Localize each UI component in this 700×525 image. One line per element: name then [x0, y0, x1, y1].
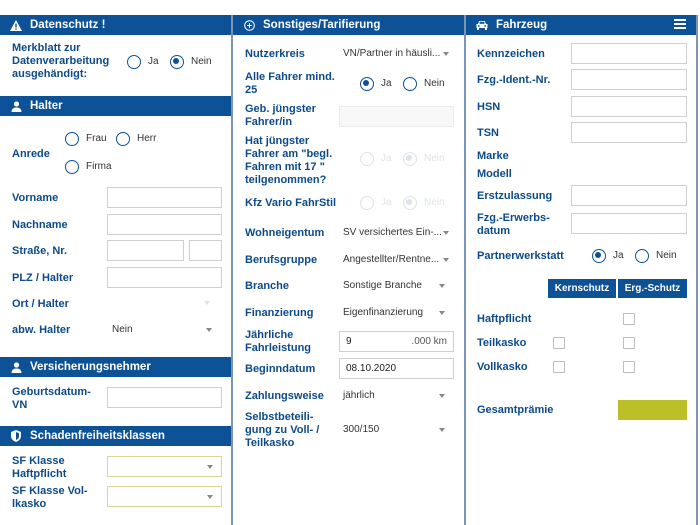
hausnummer-input[interactable]	[189, 240, 222, 261]
hamburger-menu-icon[interactable]	[674, 18, 686, 33]
hsn-label: HSN	[477, 101, 501, 113]
anrede-firma-radio[interactable]	[65, 160, 79, 174]
beginndatum-input[interactable]: 08.10.2020	[339, 358, 454, 379]
partnerwerkstatt-nein-label: Nein	[656, 250, 677, 261]
halter-title: Halter	[30, 100, 63, 112]
hsn-input[interactable]	[571, 96, 687, 117]
anrede-herr-radio[interactable]	[116, 132, 130, 146]
sf-vollkasko-label: SF Klasse Vol- lkasko	[12, 485, 88, 510]
fahrleistung-value: 9	[346, 336, 352, 347]
ort-select[interactable]	[107, 293, 222, 313]
vorname-input[interactable]	[107, 187, 222, 208]
alle-fahrer-label: Alle Fahrer mind. 25	[245, 71, 335, 96]
zahlungsweise-value: jährlich	[343, 390, 375, 401]
chevron-down-icon	[206, 328, 212, 332]
finanzierung-value: Eigenfinanzierung	[343, 307, 424, 318]
tsn-label: TSN	[477, 127, 499, 139]
abw-halter-select[interactable]	[107, 319, 222, 339]
anrede-firma-label: Firma	[86, 161, 112, 172]
vollkasko-erg-checkbox[interactable]	[623, 361, 635, 373]
fahrleistung-label: Jährliche Fahrleistung	[245, 329, 312, 354]
vario-label: Kfz Vario FahrStil	[245, 197, 337, 209]
partnerwerkstatt-ja-radio[interactable]	[592, 249, 606, 263]
begl-fahren-nein-radio[interactable]	[403, 152, 417, 166]
person-icon	[10, 100, 22, 112]
erstzulassung-input[interactable]	[571, 185, 687, 206]
vollkasko-kern-checkbox[interactable]	[553, 361, 565, 373]
vario-ja-radio[interactable]	[360, 196, 374, 210]
nachname-label: Nachname	[12, 219, 68, 231]
geburtsdatum-input[interactable]	[107, 387, 222, 408]
begl-fahren-nein-label: Nein	[424, 153, 445, 164]
wohneigentum-select[interactable]	[340, 222, 455, 242]
right-column	[466, 15, 698, 525]
merkblatt-ja-radio[interactable]	[127, 55, 141, 69]
erwerbsdatum-label: Fzg.-Erwerbs- datum	[477, 212, 550, 237]
selbstbeteiligung-select[interactable]	[340, 419, 455, 439]
branche-value: Sonstige Branche	[343, 280, 422, 291]
begl-fahren-ja-radio[interactable]	[360, 152, 374, 166]
fahrleistung-unit: .000 km	[411, 336, 447, 347]
geb-juengster-label: Geb. jüngster Fahrer/in	[245, 103, 316, 128]
nutzerkreis-select[interactable]	[340, 43, 455, 63]
teilkasko-label: Teilkasko	[477, 337, 527, 349]
halter-header	[0, 96, 231, 116]
geburtsdatum-label: Geburtsdatum- VN	[12, 386, 91, 411]
fin-label: Fzg.-Ident.-Nr.	[477, 74, 551, 86]
sonstiges-header	[233, 15, 464, 35]
haftpflicht-erg-checkbox[interactable]	[623, 313, 635, 325]
sf-vollkasko-select[interactable]	[107, 486, 222, 507]
strasse-input[interactable]	[107, 240, 184, 261]
vario-ja-label: Ja	[381, 197, 392, 208]
versicherungsnehmer-header	[0, 357, 231, 377]
chevron-down-icon	[204, 301, 210, 305]
nutzerkreis-label: Nutzerkreis	[245, 48, 305, 60]
zahlungsweise-select[interactable]	[340, 385, 455, 405]
vollkasko-label: Vollkasko	[477, 361, 528, 373]
vario-nein-radio[interactable]	[403, 196, 417, 210]
fahrleistung-input[interactable]	[339, 331, 454, 352]
anrede-herr-label: Herr	[137, 133, 157, 144]
beginndatum-label: Beginndatum	[245, 363, 316, 375]
abw-halter-label: abw. Halter	[12, 324, 71, 336]
person-icon	[10, 361, 22, 373]
begl-fahren-ja-label: Ja	[381, 153, 392, 164]
tsn-input[interactable]	[571, 122, 687, 143]
marke-label: Marke	[477, 150, 509, 162]
wohneigentum-label: Wohneigentum	[245, 227, 325, 239]
partnerwerkstatt-label: Partnerwerkstatt	[477, 250, 564, 262]
branche-select[interactable]	[340, 275, 455, 295]
fin-input[interactable]	[571, 69, 687, 90]
alle-fahrer-ja-radio[interactable]	[360, 77, 374, 91]
chevron-down-icon	[439, 284, 445, 288]
fahrzeug-header	[466, 15, 696, 35]
left-column	[0, 15, 233, 525]
fahrzeug-title: Fahrzeug	[496, 19, 548, 31]
middle-column	[233, 15, 466, 525]
nachname-input[interactable]	[107, 214, 222, 235]
finanzierung-select[interactable]	[340, 302, 455, 322]
merkblatt-nein-radio[interactable]	[170, 55, 184, 69]
plz-input[interactable]	[107, 267, 222, 288]
teilkasko-kern-checkbox[interactable]	[553, 337, 565, 349]
chevron-down-icon	[439, 394, 445, 398]
chevron-down-icon	[207, 495, 213, 499]
kennzeichen-label: Kennzeichen	[477, 48, 545, 60]
kennzeichen-input[interactable]	[571, 43, 687, 64]
merkblatt-ja-label: Ja	[148, 56, 159, 67]
begl-fahren-label: Hat jüngster Fahrer am "begl. Fahren mit 17 " teilgenommen?	[245, 135, 333, 186]
gesamtpraemie-value	[618, 400, 687, 420]
chevron-down-icon	[207, 465, 213, 469]
versicherungsnehmer-title: Versicherungsnehmer	[30, 361, 151, 373]
datenschutz-header	[0, 15, 231, 35]
partnerwerkstatt-ja-label: Ja	[613, 250, 624, 261]
sonstiges-title: Sonstiges/Tarifierung	[263, 19, 381, 31]
anrede-frau-label: Frau	[86, 133, 107, 144]
merkblatt-nein-label: Nein	[191, 56, 212, 67]
berufsgruppe-value: Angestellter/Rentne...	[343, 254, 440, 265]
datenschutz-title: Datenschutz !	[30, 19, 106, 31]
teilkasko-erg-checkbox[interactable]	[623, 337, 635, 349]
abw-halter-value: Nein	[112, 324, 133, 335]
kernschutz-tab[interactable]: Kernschutz	[548, 279, 616, 298]
chevron-down-icon	[439, 311, 445, 315]
sf-haftpflicht-select[interactable]	[107, 456, 222, 477]
vario-nein-label: Nein	[424, 197, 445, 208]
erstzulassung-label: Erstzulassung	[477, 190, 553, 202]
ort-label: Ort / Halter	[12, 298, 69, 310]
shield-icon	[10, 430, 22, 442]
chevron-down-icon	[439, 428, 445, 432]
alle-fahrer-nein-radio[interactable]	[403, 77, 417, 91]
sf-header	[0, 426, 231, 446]
zahlungsweise-label: Zahlungsweise	[245, 390, 324, 402]
haftpflicht-label: Haftpflicht	[477, 313, 532, 325]
car-icon	[476, 19, 488, 31]
anrede-frau-radio[interactable]	[65, 132, 79, 146]
erwerbsdatum-input[interactable]	[571, 213, 687, 234]
geb-juengster-input[interactable]	[339, 106, 454, 127]
berufsgruppe-select[interactable]	[340, 249, 455, 269]
merkblatt-label: Merkblatt zur Datenverarbeitung ausgehändigt:	[12, 42, 110, 80]
sf-haftpflicht-label: SF Klasse Haftpflicht	[12, 455, 67, 480]
gesamtpraemie-label: Gesamtprämie	[477, 404, 554, 416]
erg-schutz-tab[interactable]: Erg.-Schutz	[618, 279, 687, 298]
selbstbeteiligung-value: 300/150	[343, 424, 380, 435]
branche-label: Branche	[245, 280, 290, 292]
plz-label: PLZ / Halter	[12, 272, 74, 284]
vorname-label: Vorname	[12, 192, 59, 204]
wohneigentum-value: SV versichertes Ein-...	[343, 227, 442, 238]
anrede-label: Anrede	[12, 148, 50, 160]
chevron-down-icon	[443, 258, 449, 262]
chevron-down-icon	[443, 52, 449, 56]
chevron-down-icon	[443, 231, 449, 235]
strasse-label: Straße, Nr.	[12, 245, 68, 257]
nutzerkreis-value: VN/Partner in häusli...	[343, 48, 441, 59]
plus-circle-icon	[243, 19, 255, 31]
warning-icon	[10, 19, 22, 31]
partnerwerkstatt-nein-radio[interactable]	[635, 249, 649, 263]
sf-title: Schadenfreiheitsklassen	[30, 430, 165, 442]
selbstbeteiligung-label: Selbstbeteili- gung zu Voll- / Teilkasko	[245, 411, 320, 449]
alle-fahrer-nein-label: Nein	[424, 78, 445, 89]
berufsgruppe-label: Berufsgruppe	[245, 254, 318, 266]
finanzierung-label: Finanzierung	[245, 307, 314, 319]
alle-fahrer-ja-label: Ja	[381, 78, 392, 89]
modell-label: Modell	[477, 168, 512, 180]
